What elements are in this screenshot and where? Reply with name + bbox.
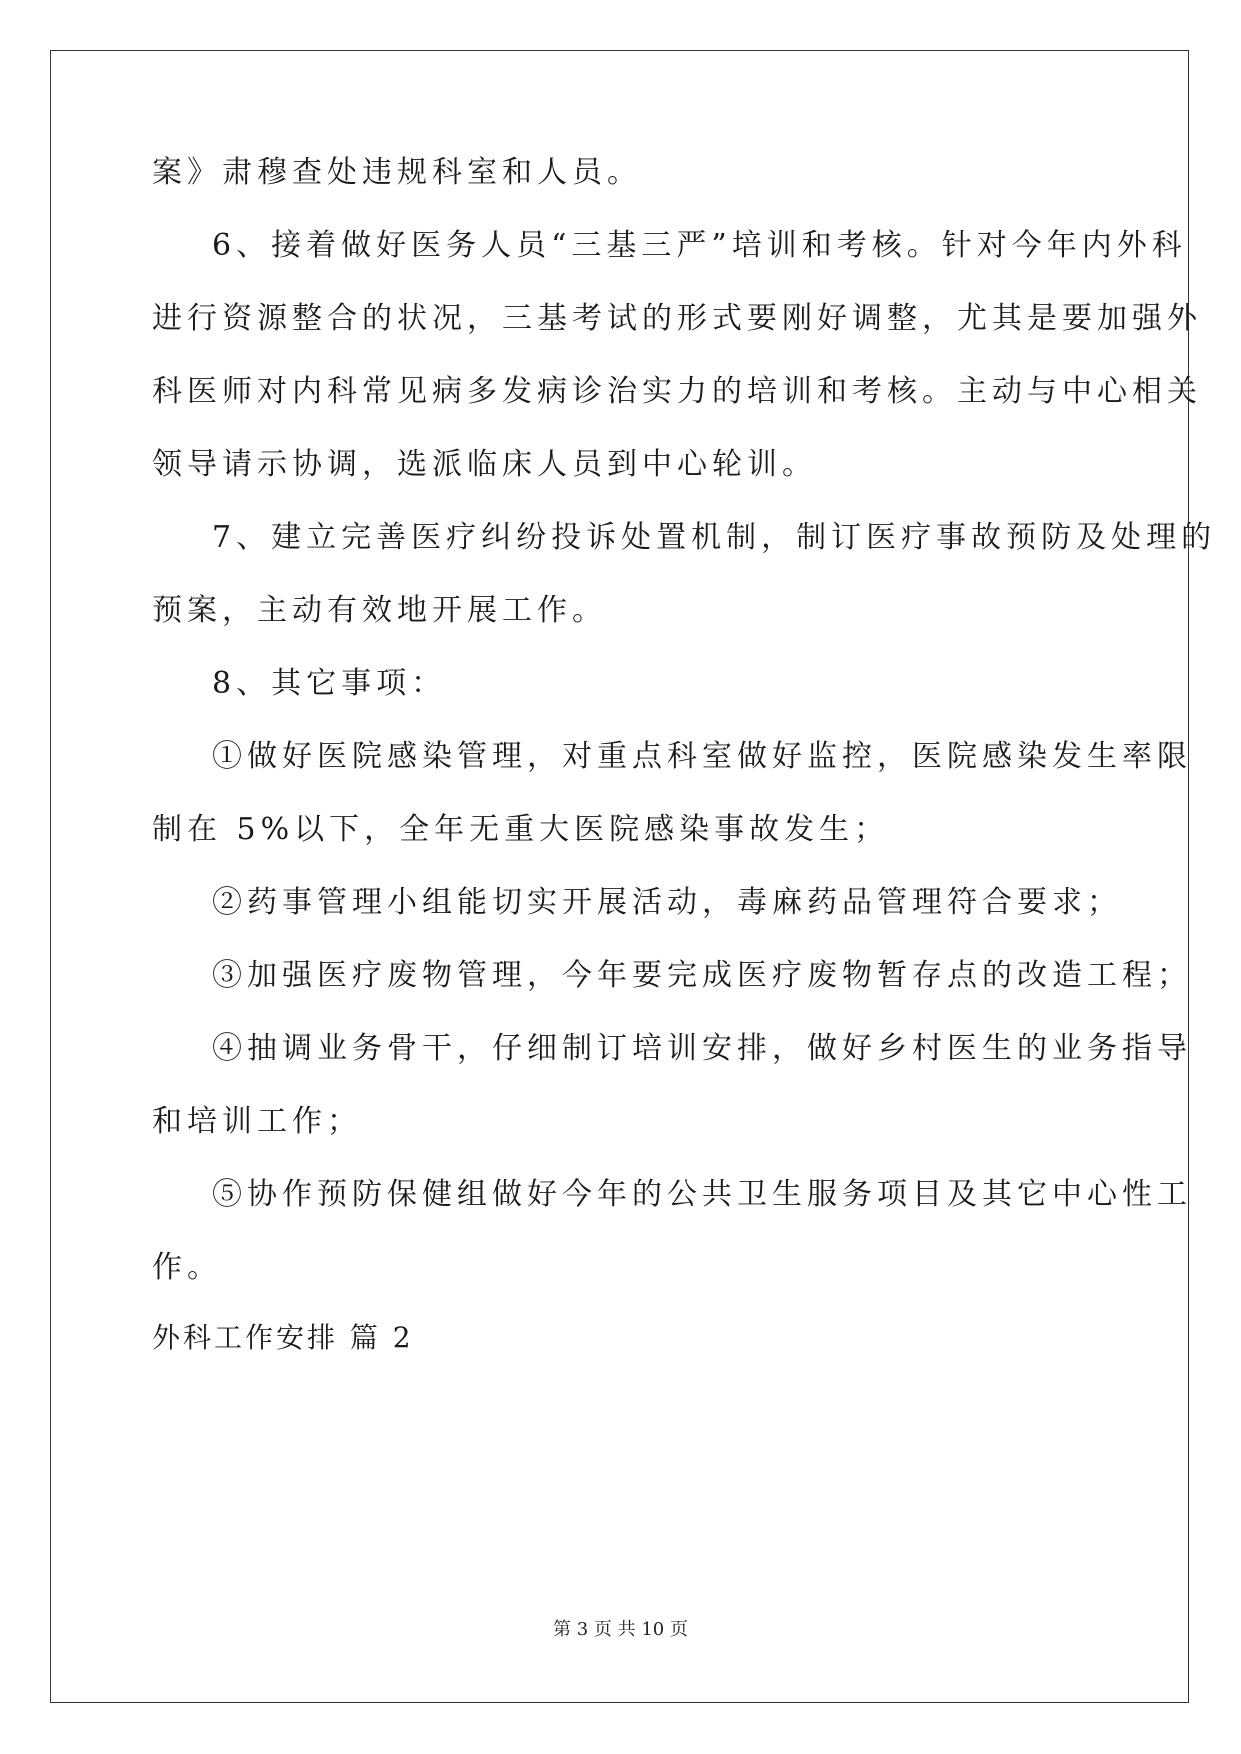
section-heading: 外科工作安排 篇 2: [152, 1321, 414, 1354]
paragraph-line: 进行资源整合的状况，三基考试的形式要刚好调整，尤其是要加强外: [152, 301, 1202, 336]
paragraph-line: 6、接着做好医务人员“三基三严”培训和考核。针对今年内外科: [212, 228, 1187, 263]
paragraph-line: 预案，主动有效地开展工作。: [152, 593, 607, 628]
paragraph-line: ⑤协作预防保健组做好今年的公共卫生服务项目及其它中心性工: [212, 1177, 1192, 1212]
paragraph-line: 案》肃穆查处违规科室和人员。: [152, 155, 642, 190]
page-border: [50, 50, 1217, 1703]
paragraph-line: 制在 5%以下，全年无重大医院感染事故发生；: [152, 812, 890, 847]
paragraph-line: ①做好医院感染管理，对重点科室做好监控，医院感染发生率限: [212, 739, 1192, 774]
paragraph-line: ②药事管理小组能切实开展活动，毒麻药品管理符合要求；: [212, 885, 1122, 920]
paragraph-line: ③加强医疗废物管理，今年要完成医疗废物暂存点的改造工程；: [212, 958, 1192, 993]
paragraph-line: 科医师对内科常见病多发病诊治实力的培训和考核。主动与中心相关: [152, 374, 1202, 409]
paragraph-line: 和培训工作；: [152, 1104, 362, 1139]
paragraph-line: 作。: [152, 1250, 222, 1285]
page-number-footer: 第 3 页 共 10 页: [553, 1619, 688, 1640]
paragraph-line: ④抽调业务骨干，仔细制订培训安排，做好乡村医生的业务指导: [212, 1031, 1192, 1066]
paragraph-line: 8、其它事项：: [212, 666, 447, 701]
paragraph-line: 领导请示协调，选派临床人员到中心轮训。: [152, 447, 817, 482]
paragraph-line: 7、建立完善医疗纠纷投诉处置机制，制订医疗事故预防及处理的: [212, 520, 1217, 555]
